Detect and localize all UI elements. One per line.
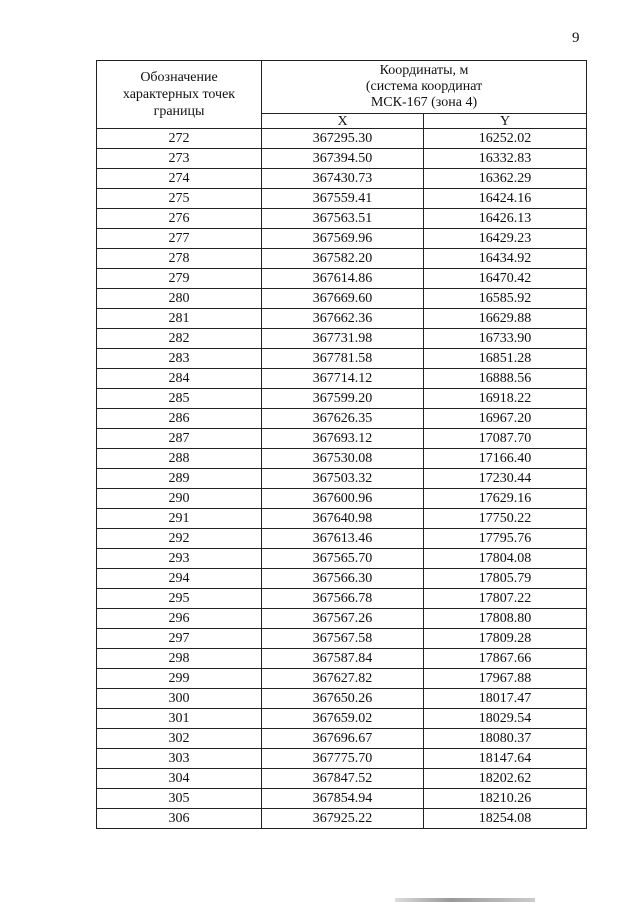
table-row bbox=[97, 289, 587, 309]
point-designation-header bbox=[97, 61, 262, 129]
y-coordinate-cell: 17166.40 bbox=[424, 449, 587, 469]
point-id-cell: 287 bbox=[97, 429, 262, 449]
point-id-cell: 276 bbox=[97, 209, 262, 229]
x-coordinate-cell: 367566.30 bbox=[262, 569, 424, 589]
table-row bbox=[97, 769, 587, 789]
table-row bbox=[97, 349, 587, 369]
table-row bbox=[97, 329, 587, 349]
point-id-cell: 305 bbox=[97, 789, 262, 809]
point-id-cell: 302 bbox=[97, 729, 262, 749]
table-row bbox=[97, 809, 587, 829]
x-coordinate-cell: 367587.84 bbox=[262, 649, 424, 669]
point-id-cell: 297 bbox=[97, 629, 262, 649]
y-coordinate-cell: 16888.56 bbox=[424, 369, 587, 389]
y-coordinate-cell: 16429.23 bbox=[424, 229, 587, 249]
coordinates-header bbox=[262, 61, 587, 114]
x-coordinate-cell: 367669.60 bbox=[262, 289, 424, 309]
coords-header-line: Координаты, м bbox=[379, 63, 469, 78]
table-row bbox=[97, 309, 587, 329]
y-coordinate-cell: 16967.20 bbox=[424, 409, 587, 429]
y-coordinate-cell: 16851.28 bbox=[424, 349, 587, 369]
point-id-cell: 284 bbox=[97, 369, 262, 389]
x-coordinate-cell: 367614.86 bbox=[262, 269, 424, 289]
y-coordinate-cell: 16424.16 bbox=[424, 189, 587, 209]
x-coordinate-cell: 367775.70 bbox=[262, 749, 424, 769]
point-header-line: границы bbox=[153, 104, 205, 119]
table-row bbox=[97, 569, 587, 589]
point-id-cell: 281 bbox=[97, 309, 262, 329]
point-id-cell: 299 bbox=[97, 669, 262, 689]
point-id-cell: 300 bbox=[97, 689, 262, 709]
x-coordinate-cell: 367714.12 bbox=[262, 369, 424, 389]
coordinates-table bbox=[96, 60, 587, 829]
table-row bbox=[97, 529, 587, 549]
x-column-header: X bbox=[262, 114, 424, 129]
table-body bbox=[97, 129, 587, 829]
table-row bbox=[97, 609, 587, 629]
x-coordinate-cell: 367530.08 bbox=[262, 449, 424, 469]
point-id-cell: 286 bbox=[97, 409, 262, 429]
page-number: 9 bbox=[572, 30, 580, 46]
point-id-cell: 292 bbox=[97, 529, 262, 549]
y-coordinate-cell: 18202.62 bbox=[424, 769, 587, 789]
y-coordinate-cell: 17230.44 bbox=[424, 469, 587, 489]
y-coordinate-cell: 17629.16 bbox=[424, 489, 587, 509]
y-coordinate-cell: 16434.92 bbox=[424, 249, 587, 269]
point-id-cell: 291 bbox=[97, 509, 262, 529]
x-coordinate-cell: 367567.58 bbox=[262, 629, 424, 649]
table-row bbox=[97, 249, 587, 269]
table-row bbox=[97, 129, 587, 149]
table-row bbox=[97, 389, 587, 409]
point-id-cell: 298 bbox=[97, 649, 262, 669]
x-coordinate-cell: 367662.36 bbox=[262, 309, 424, 329]
x-coordinate-cell: 367567.26 bbox=[262, 609, 424, 629]
y-coordinate-cell: 18080.37 bbox=[424, 729, 587, 749]
y-coordinate-cell: 16362.29 bbox=[424, 169, 587, 189]
y-coordinate-cell: 17087.70 bbox=[424, 429, 587, 449]
point-id-cell: 273 bbox=[97, 149, 262, 169]
table-row bbox=[97, 549, 587, 569]
x-coordinate-cell: 367925.22 bbox=[262, 809, 424, 829]
table-row bbox=[97, 169, 587, 189]
x-coordinate-cell: 367565.70 bbox=[262, 549, 424, 569]
table-row bbox=[97, 229, 587, 249]
point-id-cell: 280 bbox=[97, 289, 262, 309]
x-coordinate-cell: 367854.94 bbox=[262, 789, 424, 809]
y-coordinate-cell: 16585.92 bbox=[424, 289, 587, 309]
y-coordinate-cell: 16426.13 bbox=[424, 209, 587, 229]
x-coordinate-cell: 367847.52 bbox=[262, 769, 424, 789]
y-coordinate-cell: 17967.88 bbox=[424, 669, 587, 689]
x-coordinate-cell: 367394.50 bbox=[262, 149, 424, 169]
table-row bbox=[97, 269, 587, 289]
x-coordinate-cell: 367559.41 bbox=[262, 189, 424, 209]
x-coordinate-cell: 367566.78 bbox=[262, 589, 424, 609]
point-id-cell: 290 bbox=[97, 489, 262, 509]
point-id-cell: 278 bbox=[97, 249, 262, 269]
y-coordinate-cell: 17750.22 bbox=[424, 509, 587, 529]
point-id-cell: 285 bbox=[97, 389, 262, 409]
y-coordinate-cell: 17795.76 bbox=[424, 529, 587, 549]
point-id-cell: 283 bbox=[97, 349, 262, 369]
y-coordinate-cell: 16918.22 bbox=[424, 389, 587, 409]
point-id-cell: 304 bbox=[97, 769, 262, 789]
coords-header-line: (система координат bbox=[365, 79, 483, 94]
y-coordinate-cell: 17808.80 bbox=[424, 609, 587, 629]
x-coordinate-cell: 367731.98 bbox=[262, 329, 424, 349]
table-row bbox=[97, 189, 587, 209]
scan-artifact bbox=[395, 898, 535, 902]
x-coordinate-cell: 367503.32 bbox=[262, 469, 424, 489]
table-row bbox=[97, 369, 587, 389]
y-coordinate-cell: 16332.83 bbox=[424, 149, 587, 169]
point-id-cell: 277 bbox=[97, 229, 262, 249]
x-coordinate-cell: 367430.73 bbox=[262, 169, 424, 189]
y-coordinate-cell: 16629.88 bbox=[424, 309, 587, 329]
point-id-cell: 301 bbox=[97, 709, 262, 729]
table-header bbox=[97, 61, 587, 129]
x-coordinate-cell: 367659.02 bbox=[262, 709, 424, 729]
y-coordinate-cell: 17809.28 bbox=[424, 629, 587, 649]
table-row bbox=[97, 209, 587, 229]
table-row bbox=[97, 729, 587, 749]
point-id-cell: 282 bbox=[97, 329, 262, 349]
point-id-cell: 303 bbox=[97, 749, 262, 769]
point-id-cell: 275 bbox=[97, 189, 262, 209]
table-row bbox=[97, 789, 587, 809]
x-coordinate-cell: 367696.67 bbox=[262, 729, 424, 749]
table-row bbox=[97, 669, 587, 689]
y-coordinate-cell: 17867.66 bbox=[424, 649, 587, 669]
point-id-cell: 288 bbox=[97, 449, 262, 469]
point-id-cell: 296 bbox=[97, 609, 262, 629]
table-row bbox=[97, 509, 587, 529]
x-coordinate-cell: 367295.30 bbox=[262, 129, 424, 149]
x-coordinate-cell: 367600.96 bbox=[262, 489, 424, 509]
x-coordinate-cell: 367640.98 bbox=[262, 509, 424, 529]
x-coordinate-cell: 367781.58 bbox=[262, 349, 424, 369]
point-id-cell: 293 bbox=[97, 549, 262, 569]
y-coordinate-cell: 17804.08 bbox=[424, 549, 587, 569]
point-id-cell: 272 bbox=[97, 129, 262, 149]
point-header-line: Обозначение bbox=[140, 70, 218, 85]
table-row bbox=[97, 149, 587, 169]
table-row bbox=[97, 449, 587, 469]
y-coordinate-cell: 17805.79 bbox=[424, 569, 587, 589]
point-id-cell: 294 bbox=[97, 569, 262, 589]
table-row bbox=[97, 689, 587, 709]
x-coordinate-cell: 367582.20 bbox=[262, 249, 424, 269]
x-coordinate-cell: 367693.12 bbox=[262, 429, 424, 449]
point-id-cell: 295 bbox=[97, 589, 262, 609]
table-row bbox=[97, 629, 587, 649]
table-row bbox=[97, 749, 587, 769]
x-coordinate-cell: 367613.46 bbox=[262, 529, 424, 549]
point-id-cell: 274 bbox=[97, 169, 262, 189]
table-row bbox=[97, 429, 587, 449]
table-row bbox=[97, 709, 587, 729]
x-coordinate-cell: 367626.35 bbox=[262, 409, 424, 429]
point-id-cell: 306 bbox=[97, 809, 262, 829]
table-row bbox=[97, 409, 587, 429]
table-row bbox=[97, 489, 587, 509]
x-coordinate-cell: 367599.20 bbox=[262, 389, 424, 409]
y-coordinate-cell: 18254.08 bbox=[424, 809, 587, 829]
point-id-cell: 279 bbox=[97, 269, 262, 289]
y-column-header: Y bbox=[424, 114, 587, 129]
table-row bbox=[97, 649, 587, 669]
y-coordinate-cell: 18210.26 bbox=[424, 789, 587, 809]
table-row bbox=[97, 469, 587, 489]
x-coordinate-cell: 367627.82 bbox=[262, 669, 424, 689]
table-row bbox=[97, 589, 587, 609]
y-coordinate-cell: 18029.54 bbox=[424, 709, 587, 729]
y-coordinate-cell: 18017.47 bbox=[424, 689, 587, 709]
y-coordinate-cell: 16252.02 bbox=[424, 129, 587, 149]
x-coordinate-cell: 367563.51 bbox=[262, 209, 424, 229]
y-coordinate-cell: 17807.22 bbox=[424, 589, 587, 609]
y-coordinate-cell: 18147.64 bbox=[424, 749, 587, 769]
y-coordinate-cell: 16470.42 bbox=[424, 269, 587, 289]
point-header-line: характерных точек bbox=[122, 87, 236, 102]
y-coordinate-cell: 16733.90 bbox=[424, 329, 587, 349]
x-coordinate-cell: 367569.96 bbox=[262, 229, 424, 249]
coords-header-line: МСК-167 (зона 4) bbox=[370, 95, 478, 110]
point-id-cell: 289 bbox=[97, 469, 262, 489]
x-coordinate-cell: 367650.26 bbox=[262, 689, 424, 709]
